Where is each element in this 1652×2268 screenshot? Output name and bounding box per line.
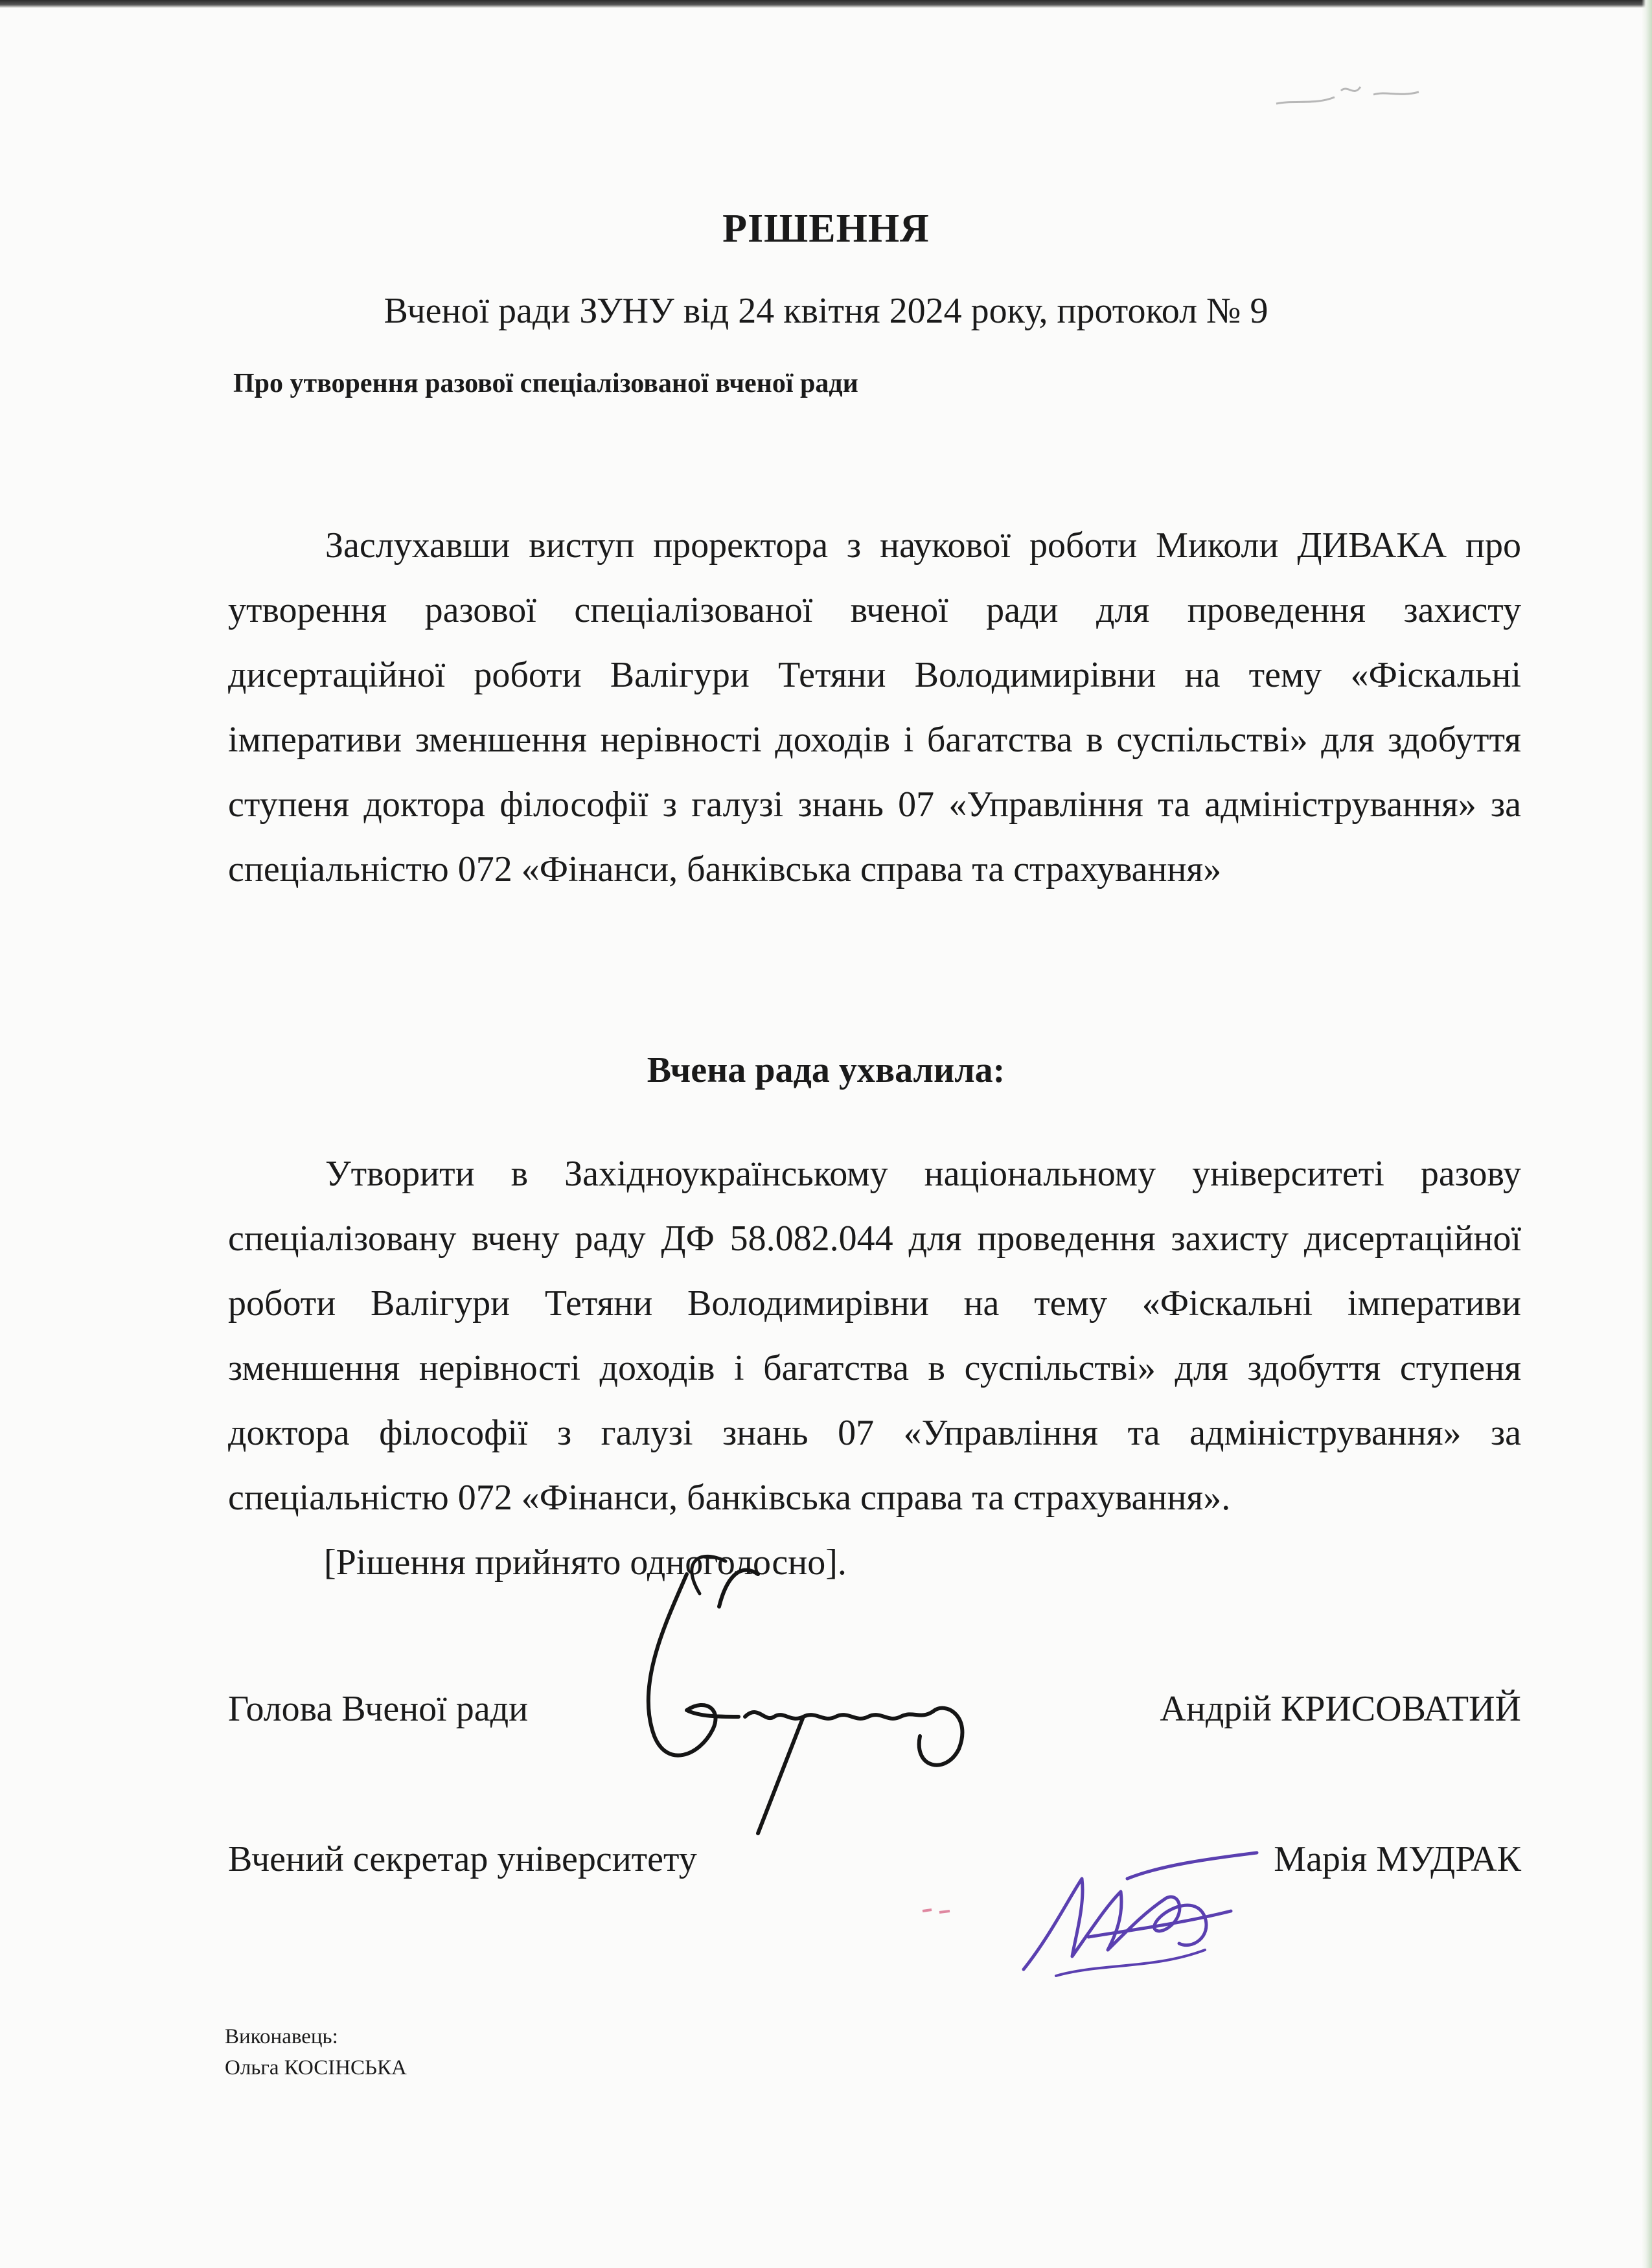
scan-right-edge [1642,0,1652,2268]
unanimous-note: [Рішення прийнято одноголосно]. [324,1542,847,1583]
signatory-role-secretary: Вчений секретар університету [228,1839,697,1879]
scan-dot-mark [920,1905,959,1918]
chair-signature [609,1522,1024,1846]
resolved-heading: Вчена рада ухвалила: [647,1050,1005,1090]
executor-block [225,2021,407,2083]
signatory-name-chair: Андрій КРИСОВАТИЙ [1160,1689,1521,1729]
executor-label: Виконавець: [225,2025,338,2048]
scan-smudge-mark [1270,71,1425,117]
document-subject: Про утворення разової спеціалізованої вченої ради [233,369,858,398]
signatory-role-chair: Голова Вченої ради [228,1689,529,1729]
document-title: РІШЕННЯ [722,207,930,251]
scan-top-edge [0,0,1652,8]
paragraph-resolution: Утворити в Західноукраїнському національному університеті разову спеціалізовану вчену раду ДФ 58.082.044 для проведення захисту дисертаційної роботи Валігури Тетяни Володимирівни на тему «Фіскальні імперативи зменшення нерівності доходів і багатства в суспільстві» для здобуття ступеня доктора філософії з галузі знань 07 «Управління та адміністрування» за спеціальністю 072 «Фінанси, банківська справа та страхування». [228,1154,1521,1518]
document-subtitle: Вченої ради ЗУНУ від 24 квітня 2024 року, протокол № 9 [384,291,1268,331]
secretary-signature [1011,1840,1296,1989]
paragraph-hearing: Заслухавши виступ проректора з наукової роботи Миколи ДИВАКА про утворення разової спеціалізованої вченої ради для проведення захисту дисертаційної роботи Валігури Тетяни Володимирівни на тему «Фіскальні імперативи зменшення нерівності доходів і багатства в суспільстві» для здобуття ступеня доктора філософії з галузі знань 07 «Управління та адміністрування» за спеціальністю 072 «Фінанси, банківська справа та страхування» [228,525,1521,889]
signatory-name-secretary: Марія МУДРАК [1274,1839,1521,1879]
executor-name: Ольга КОСІНСЬКА [225,2056,407,2079]
